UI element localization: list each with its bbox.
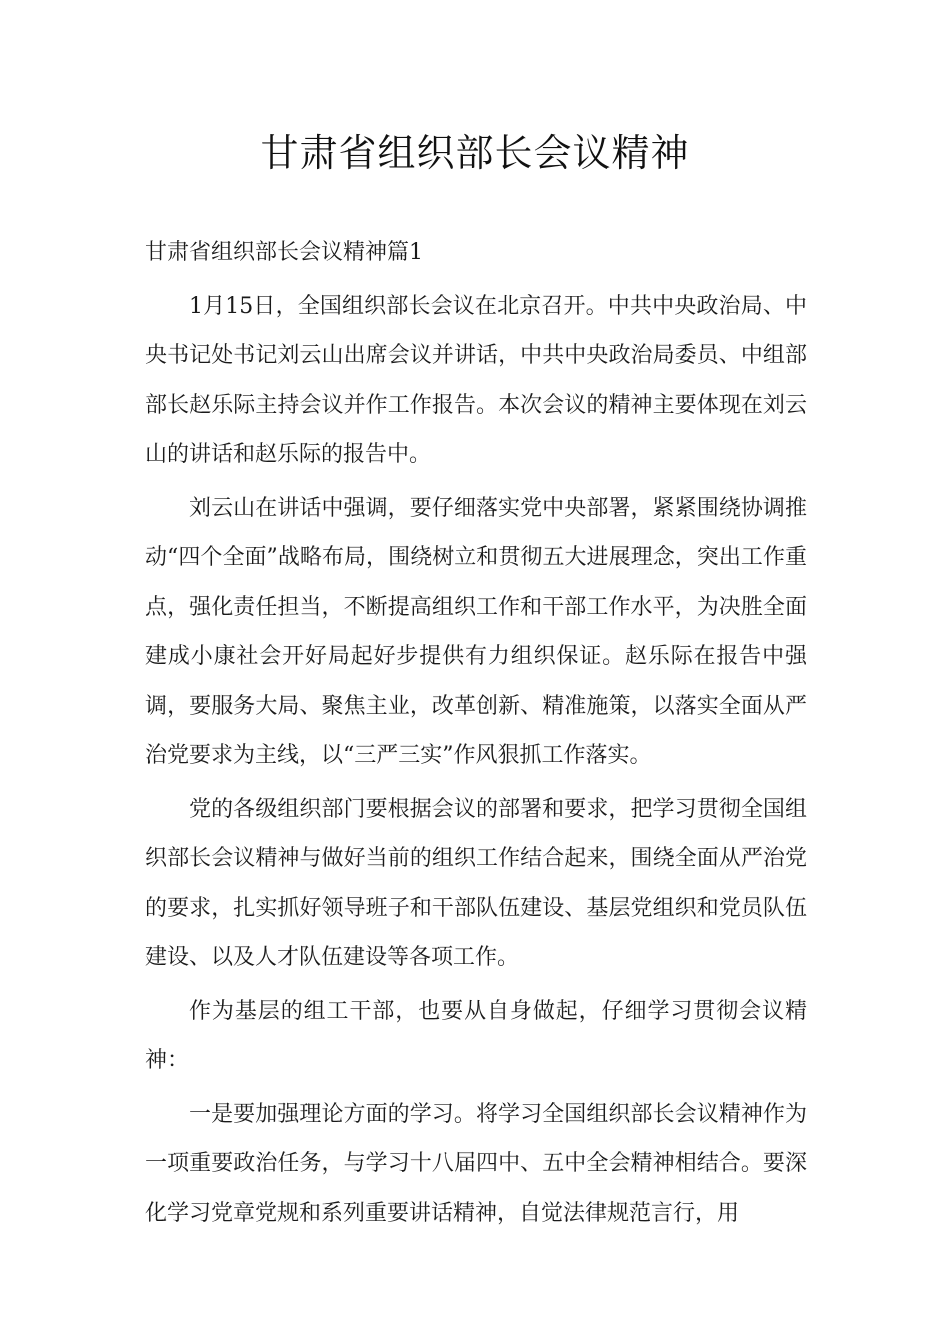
paragraph: 1月15日，全国组织部长会议在北京召开。中共中央政治局、中央书记处书记刘云山出席会议并讲话，中共中央政治局委员、中组部部长赵乐际主持会议并作工作报告。本次会议的精神主要体现在刘云山的讲话和赵乐际的报告中。 [145,293,807,467]
document-body [145,228,807,1242]
paragraph: 刘云山在讲话中强调，要仔细落实党中央部署，紧紧围绕协调推动“四个全面”战略布局，围绕树立和贯彻五大进展理念，突出工作重点，强化责任担当，不断提高组织工作和干部工作水平，为决胜全面建成小康社会开好局起好步提供有力组织保证。赵乐际在报告中强调，要服务大局、聚焦主业，改革创新、精准施策，以落实全面从严治党要求为主线，以“三严三实”作风狠抓工作落实。 [145,495,807,768]
paragraph: 作为基层的组工干部，也要从自身做起，仔细学习贯彻会议精神： [145,998,807,1073]
paragraph: 一是要加强理论方面的学习。将学习全国组织部长会议精神作为一项重要政治任务，与学习十八届四中、五中全会精神相结合。要深化学习党章党规和系列重要讲话精神，自觉法律规范言行，用 [145,1101,807,1226]
section-heading: 甘肃省组织部长会议精神篇1 [145,240,423,265]
document-title: 甘肃省组织部长会议精神 [260,131,690,175]
paragraph: 党的各级组织部门要根据会议的部署和要求，把学习贯彻全国组织部长会议精神与做好当前的组织工作结合起来，围绕全面从严治党的要求，扎实抓好领导班子和干部队伍建设、基层党组织和党员队伍建设、以及人才队伍建设等各项工作。 [145,796,807,970]
